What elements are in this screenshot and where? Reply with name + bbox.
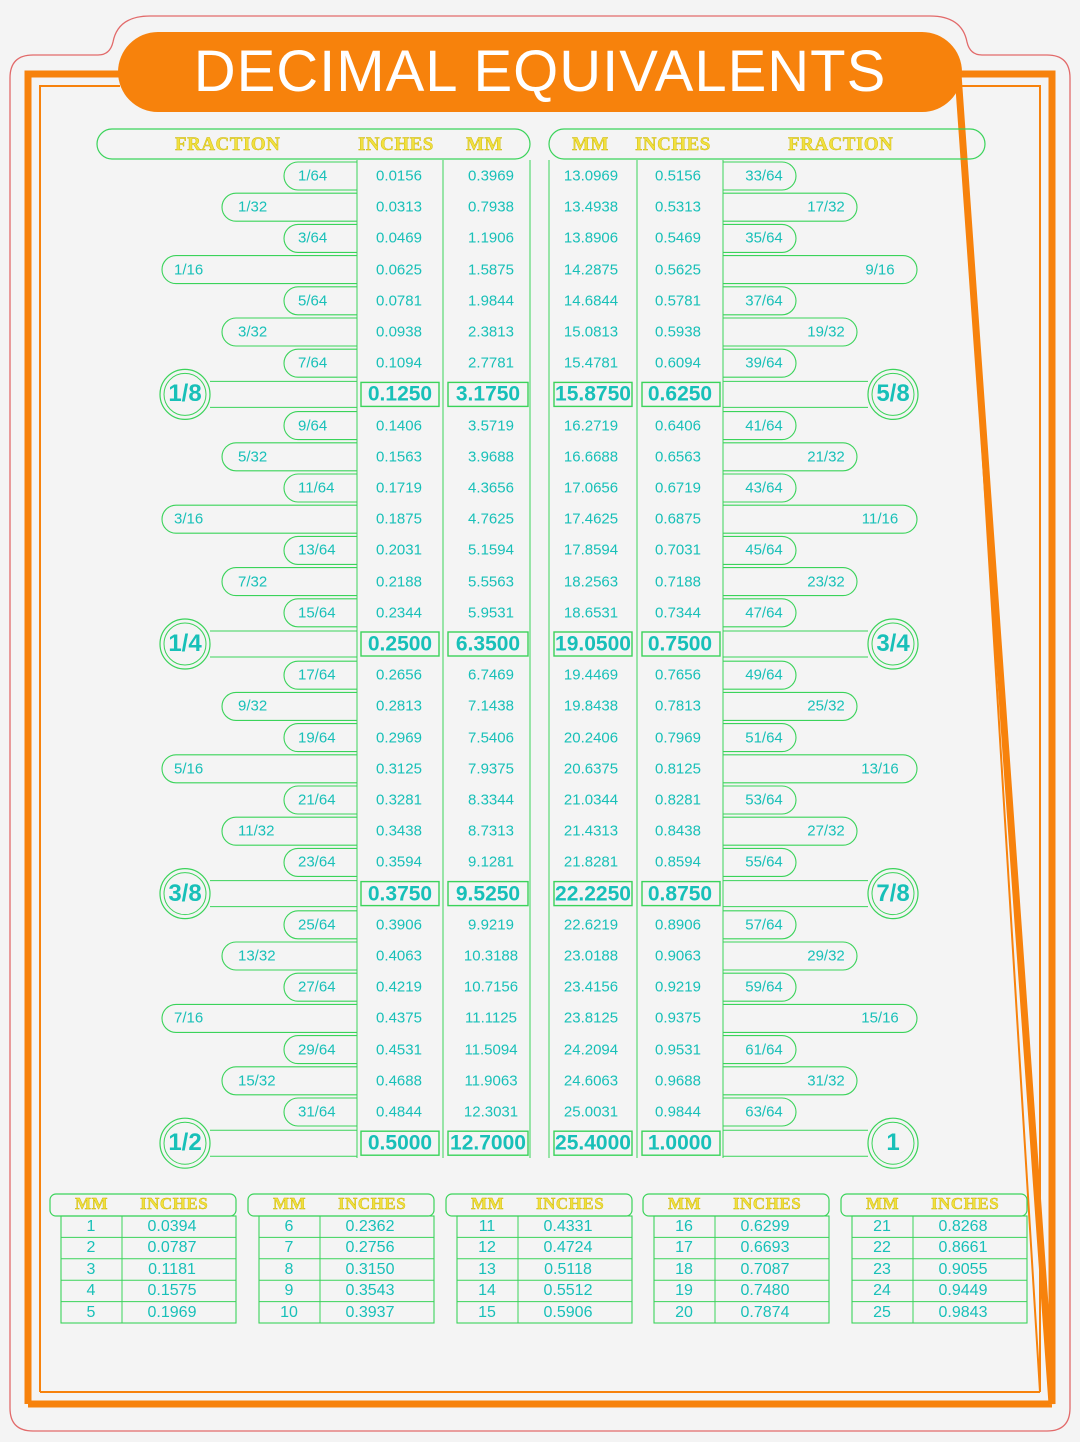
inches-value: 0.4331 (543, 1218, 593, 1235)
fraction-right: 17/32 (807, 198, 845, 216)
mm-right: 16.2719 (563, 417, 619, 435)
page-title: DECIMAL EQUIVALENTS (118, 32, 962, 112)
mm-right: 16.6688 (563, 448, 619, 466)
mm-left: 5.1594 (468, 541, 514, 559)
mm-right: 13.4938 (563, 198, 619, 216)
mm-table-header-mm: MM (668, 1194, 702, 1213)
inches-value: 0.3937 (345, 1303, 395, 1321)
inches-value: 0.5512 (543, 1282, 593, 1300)
mm-table-header-inches: INCHES (931, 1194, 1000, 1213)
mm-right: 15.4781 (563, 354, 619, 372)
mm-value: 9 (284, 1282, 294, 1300)
mm-right: 13.0969 (563, 167, 619, 185)
mm-value: 4 (86, 1282, 96, 1300)
mm-left: 8.3344 (468, 791, 514, 809)
fraction-right: 53/64 (745, 791, 783, 809)
inches-right: 0.6250 (647, 382, 713, 406)
mm-value: 22 (873, 1239, 891, 1257)
inches-left: 0.4844 (376, 1103, 422, 1121)
inches-right: 0.8906 (655, 916, 701, 934)
mm-right: 21.4313 (563, 822, 619, 840)
inches-left: 0.0625 (376, 261, 422, 279)
mm-left: 8.7313 (468, 822, 514, 840)
fraction-left: 1/32 (238, 198, 268, 216)
mm-value: 16 (675, 1218, 693, 1235)
fraction-left: 5/64 (298, 292, 328, 310)
inches-value: 0.3150 (345, 1260, 395, 1278)
header-mm-right: MM (572, 134, 609, 155)
mm-left: 9.5250 (455, 882, 521, 906)
inches-left: 0.2969 (376, 729, 422, 747)
mm-right: 14.2875 (563, 261, 619, 279)
mm-left: 5.9531 (468, 604, 514, 622)
fraction-left: 3/8 (168, 879, 202, 907)
fraction-right: 37/64 (745, 292, 783, 310)
mm-left: 12.3031 (463, 1103, 519, 1121)
mm-right: 22.2250 (555, 882, 631, 906)
inches-left: 0.4375 (376, 1009, 422, 1027)
fraction-left: 1/8 (168, 380, 202, 408)
inches-right: 0.7500 (647, 632, 713, 656)
fraction-right: 47/64 (745, 604, 783, 622)
mm-left: 10.3188 (463, 947, 519, 965)
fraction-left: 1/16 (174, 261, 204, 279)
mm-left: 3.9688 (468, 448, 514, 466)
inches-right: 0.6094 (655, 354, 701, 372)
inches-value: 0.8268 (938, 1218, 988, 1235)
mm-right: 23.0188 (563, 947, 619, 965)
inches-left: 0.3594 (376, 853, 422, 871)
inches-left: 0.0313 (376, 198, 422, 216)
mm-table-header-mm: MM (75, 1194, 109, 1213)
mm-value: 6 (284, 1218, 294, 1235)
mm-left: 0.7938 (468, 198, 514, 216)
inches-left: 0.3125 (376, 760, 422, 778)
mm-value: 7 (284, 1239, 294, 1257)
fraction-left: 13/64 (298, 541, 336, 559)
fraction-right: 49/64 (745, 666, 783, 684)
mm-right: 18.6531 (563, 604, 619, 622)
mm-right: 15.0813 (563, 323, 619, 341)
fraction-left: 17/64 (298, 666, 336, 684)
fraction-left: 13/32 (238, 947, 276, 965)
mm-table-header-mm: MM (866, 1194, 900, 1213)
inches-left: 0.3281 (376, 791, 422, 809)
inches-value: 0.3543 (345, 1282, 395, 1300)
inches-left: 0.1406 (376, 417, 422, 435)
mm-left: 7.5406 (468, 729, 514, 747)
inches-right: 0.8750 (647, 882, 713, 906)
fraction-right: 1 (886, 1129, 900, 1157)
inches-left: 0.0156 (376, 167, 422, 185)
inches-left: 0.3750 (367, 882, 433, 906)
inches-left: 0.0469 (376, 229, 422, 247)
mm-value: 19 (675, 1282, 693, 1300)
mm-table-header-inches: INCHES (536, 1194, 605, 1213)
fraction-right: 5/8 (876, 380, 910, 408)
inches-left: 0.0781 (376, 292, 422, 310)
fraction-left: 1/2 (168, 1129, 202, 1157)
mm-value: 17 (675, 1239, 693, 1257)
inches-left: 0.2500 (367, 632, 433, 656)
inches-left: 0.1250 (367, 382, 433, 406)
inches-right: 0.5625 (655, 261, 701, 279)
mm-value: 3 (86, 1260, 96, 1278)
fraction-left: 19/64 (298, 729, 336, 747)
inches-value: 0.7480 (740, 1282, 790, 1300)
mm-value: 21 (873, 1218, 891, 1235)
inches-right: 0.8125 (655, 760, 701, 778)
header-inches-left: INCHES (358, 134, 434, 155)
mm-value: 10 (280, 1303, 298, 1321)
inches-right: 0.5938 (655, 323, 701, 341)
mm-table-header-inches: INCHES (338, 1194, 407, 1213)
inches-left: 0.3438 (376, 822, 422, 840)
fraction-left: 31/64 (298, 1103, 336, 1121)
inches-right: 0.6563 (655, 448, 701, 466)
fraction-right: 45/64 (745, 541, 783, 559)
inches-right: 0.7969 (655, 729, 701, 747)
header-bar-right (549, 129, 985, 159)
mm-left: 6.7469 (468, 666, 514, 684)
fraction-left: 9/64 (298, 417, 328, 435)
mm-value: 2 (86, 1239, 96, 1257)
inches-right: 0.7813 (655, 697, 701, 715)
inches-right: 0.5469 (655, 229, 701, 247)
inches-value: 0.6299 (740, 1218, 790, 1235)
inches-value: 0.0394 (147, 1218, 197, 1235)
mm-left: 7.1438 (468, 697, 514, 715)
fraction-right: 41/64 (745, 417, 783, 435)
mm-value: 8 (284, 1260, 294, 1278)
fraction-right: 9/16 (865, 261, 895, 279)
header-fraction-left: FRACTION (175, 134, 281, 155)
fraction-left: 11/64 (298, 479, 335, 497)
fraction-left: 7/16 (174, 1009, 204, 1027)
inches-value: 0.1181 (148, 1260, 196, 1278)
mm-right: 17.4625 (563, 510, 619, 528)
fraction-left: 15/32 (238, 1072, 276, 1090)
mm-right: 15.8750 (555, 382, 631, 406)
mm-right: 20.2406 (563, 729, 619, 747)
mm-left: 3.5719 (468, 417, 514, 435)
mm-value: 18 (675, 1260, 693, 1278)
mm-left: 11.1125 (465, 1009, 517, 1027)
inches-right: 0.9531 (655, 1041, 701, 1059)
header-inches-right: INCHES (635, 134, 711, 155)
fraction-right: 11/16 (861, 510, 899, 528)
fraction-right: 15/16 (861, 1009, 899, 1027)
mm-value: 11 (478, 1218, 496, 1235)
mm-value: 5 (86, 1303, 96, 1321)
inches-right: 0.6875 (655, 510, 701, 528)
fraction-left: 23/64 (298, 853, 336, 871)
mm-value: 15 (478, 1303, 496, 1321)
inches-value: 0.9055 (938, 1260, 988, 1278)
mm-left: 7.9375 (468, 760, 514, 778)
fraction-left: 21/64 (298, 791, 336, 809)
mm-right: 23.8125 (563, 1009, 619, 1027)
mm-left: 10.7156 (463, 978, 519, 996)
fraction-right: 25/32 (807, 697, 845, 715)
mm-left: 4.3656 (468, 479, 514, 497)
fraction-right: 43/64 (745, 479, 783, 497)
mm-right: 17.0656 (563, 479, 619, 497)
inches-right: 0.9688 (655, 1072, 701, 1090)
inches-value: 0.7087 (740, 1260, 790, 1278)
mm-left: 5.5563 (468, 573, 514, 591)
mm-left: 2.7781 (468, 354, 514, 372)
fraction-right: 23/32 (807, 573, 845, 591)
mm-value: 13 (478, 1260, 496, 1278)
inches-left: 0.5000 (367, 1131, 433, 1155)
mm-left: 11.9063 (464, 1072, 518, 1090)
inches-right: 0.7188 (655, 573, 701, 591)
inches-value: 0.2756 (345, 1239, 395, 1257)
inches-right: 0.9219 (655, 978, 701, 996)
mm-left: 4.7625 (468, 510, 514, 528)
inches-value: 0.6693 (740, 1239, 790, 1257)
fraction-right: 61/64 (745, 1041, 783, 1059)
mm-left: 2.3813 (468, 323, 514, 341)
inches-value: 0.5906 (543, 1303, 593, 1321)
fraction-right: 31/32 (807, 1072, 845, 1090)
fraction-right: 35/64 (745, 229, 783, 247)
fraction-left: 15/64 (298, 604, 336, 622)
fraction-right: 13/16 (861, 760, 899, 778)
fraction-right: 21/32 (807, 448, 845, 466)
fraction-right: 7/8 (876, 879, 910, 907)
mm-value: 23 (873, 1260, 891, 1278)
inches-left: 0.2188 (376, 573, 422, 591)
mm-right: 19.8438 (563, 697, 619, 715)
inches-left: 0.1094 (376, 354, 422, 372)
mm-right: 13.8906 (563, 229, 619, 247)
mm-left: 0.3969 (468, 167, 514, 185)
fraction-right: 63/64 (745, 1103, 783, 1121)
mm-right: 24.2094 (563, 1041, 619, 1059)
header-mm-left: MM (466, 134, 503, 155)
inches-right: 0.9375 (655, 1009, 701, 1027)
fraction-left: 29/64 (298, 1041, 336, 1059)
mm-right: 21.0344 (563, 791, 619, 809)
fraction-right: 19/32 (807, 323, 845, 341)
mm-right: 25.4000 (555, 1131, 631, 1155)
mm-value: 1 (86, 1218, 96, 1235)
inches-left: 0.2656 (376, 666, 422, 684)
inches-left: 0.4688 (376, 1072, 422, 1090)
fraction-right: 59/64 (745, 978, 783, 996)
inches-value: 0.9449 (938, 1282, 988, 1300)
inches-right: 0.8281 (655, 791, 701, 809)
mm-left: 11.5094 (464, 1041, 518, 1059)
inches-left: 0.1719 (376, 479, 422, 497)
mm-left: 9.1281 (468, 853, 514, 871)
inches-right: 0.5781 (655, 292, 701, 310)
mm-right: 14.6844 (563, 292, 619, 310)
fraction-right: 27/32 (807, 822, 845, 840)
fraction-right: 39/64 (745, 354, 783, 372)
inches-value: 0.1969 (147, 1303, 197, 1321)
mm-left: 1.1906 (468, 229, 514, 247)
fraction-left: 3/16 (174, 510, 204, 528)
inches-left: 0.4063 (376, 947, 422, 965)
mm-table-header-mm: MM (471, 1194, 505, 1213)
inches-left: 0.4531 (376, 1041, 422, 1059)
inches-right: 0.8594 (655, 853, 701, 871)
inches-left: 0.1875 (376, 510, 422, 528)
mm-right: 22.6219 (563, 916, 619, 934)
mm-left: 3.1750 (455, 382, 521, 406)
fraction-left: 27/64 (298, 978, 336, 996)
inches-right: 0.7031 (655, 541, 701, 559)
inches-value: 0.7874 (740, 1303, 790, 1321)
inches-right: 0.6406 (655, 417, 701, 435)
inches-right: 1.0000 (647, 1131, 713, 1155)
inches-right: 0.6719 (655, 479, 701, 497)
fraction-left: 11/32 (238, 822, 275, 840)
fraction-right: 3/4 (876, 630, 910, 657)
inches-left: 0.2031 (376, 541, 422, 559)
inches-value: 0.4724 (543, 1239, 593, 1257)
inches-left: 0.4219 (376, 978, 422, 996)
inches-left: 0.2813 (376, 697, 422, 715)
inches-value: 0.1575 (147, 1282, 197, 1300)
fraction-left: 3/32 (238, 323, 268, 341)
fraction-left: 25/64 (298, 916, 336, 934)
mm-left: 9.9219 (468, 916, 514, 934)
inches-right: 0.7656 (655, 666, 701, 684)
mm-left: 1.5875 (468, 261, 514, 279)
mm-value: 14 (478, 1282, 496, 1300)
inches-value: 0.2362 (345, 1218, 395, 1235)
mm-right: 23.4156 (563, 978, 619, 996)
fraction-left: 1/64 (298, 167, 328, 185)
fraction-left: 5/16 (174, 760, 204, 778)
inches-right: 0.5156 (655, 167, 701, 185)
inches-right: 0.9844 (655, 1103, 701, 1121)
fraction-left: 7/64 (298, 354, 328, 372)
inches-value: 0.5118 (544, 1260, 592, 1278)
mm-value: 20 (675, 1303, 693, 1321)
inches-value: 0.8661 (938, 1239, 988, 1257)
inches-right: 0.8438 (655, 822, 701, 840)
mm-right: 18.2563 (563, 573, 619, 591)
fraction-right: 57/64 (745, 916, 783, 934)
mm-right: 25.0031 (563, 1103, 619, 1121)
fraction-right: 55/64 (745, 853, 783, 871)
mm-right: 19.0500 (555, 632, 631, 656)
fraction-left: 7/32 (238, 573, 268, 591)
mm-right: 21.8281 (563, 853, 619, 871)
fraction-left: 9/32 (238, 697, 268, 715)
mm-left: 1.9844 (468, 292, 514, 310)
inches-left: 0.2344 (376, 604, 422, 622)
inches-left: 0.3906 (376, 916, 422, 934)
fraction-right: 29/32 (807, 947, 845, 965)
inches-value: 0.0787 (147, 1239, 197, 1257)
mm-table-header-inches: INCHES (140, 1194, 209, 1213)
inches-value: 0.9843 (938, 1303, 988, 1321)
inches-left: 0.0938 (376, 323, 422, 341)
fraction-left: 1/4 (168, 630, 202, 657)
mm-right: 20.6375 (563, 760, 619, 778)
fraction-right: 33/64 (745, 167, 783, 185)
fraction-left: 3/64 (298, 229, 328, 247)
inches-left: 0.1563 (376, 448, 422, 466)
mm-right: 17.8594 (563, 541, 619, 559)
mm-table-header-inches: INCHES (733, 1194, 802, 1213)
inches-right: 0.9063 (655, 947, 701, 965)
mm-right: 24.6063 (563, 1072, 619, 1090)
fraction-right: 51/64 (745, 729, 783, 747)
mm-left: 6.3500 (455, 632, 521, 656)
mm-table-header-mm: MM (273, 1194, 307, 1213)
mm-left: 12.7000 (450, 1131, 526, 1155)
mm-value: 24 (873, 1282, 891, 1300)
header-fraction-right: FRACTION (788, 134, 894, 155)
mm-value: 25 (873, 1303, 891, 1321)
inches-right: 0.5313 (655, 198, 701, 216)
inches-right: 0.7344 (655, 604, 701, 622)
fraction-left: 5/32 (238, 448, 268, 466)
mm-value: 12 (478, 1239, 496, 1257)
mm-right: 19.4469 (563, 666, 619, 684)
